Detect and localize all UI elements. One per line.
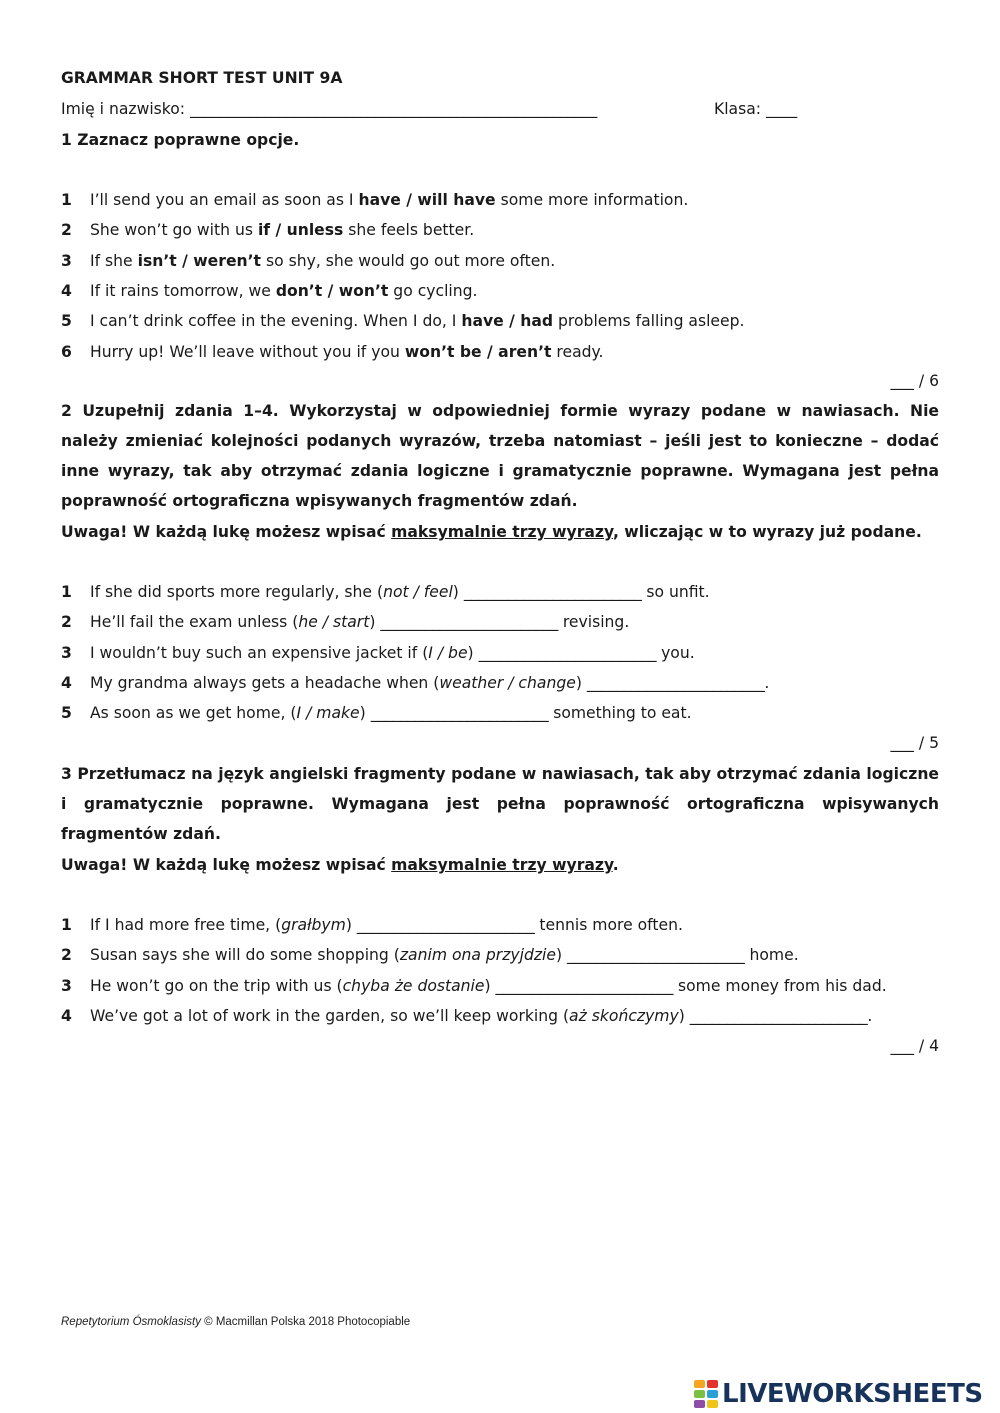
- item-number: 4: [61, 673, 72, 692]
- item-text: As soon as we get home, (: [90, 704, 297, 723]
- item-text: I’ll send you an email as soon as I: [90, 191, 359, 209]
- exercise-item: [90, 190, 688, 210]
- item-text: He won’t go on the trip with us (: [90, 976, 343, 995]
- exercise-item: [90, 643, 695, 663]
- item-hint: grałbym: [281, 916, 346, 934]
- item-text-end: you.: [656, 643, 695, 662]
- exercise-item: [90, 976, 887, 996]
- item-text-mid: ): [359, 704, 371, 723]
- item-text: If I had more free time, (: [90, 916, 282, 934]
- item-text: Hurry up! We’ll leave without you if you: [90, 342, 405, 361]
- item-number: 4: [61, 1006, 72, 1025]
- item-text: Susan says she will do some shopping (: [90, 946, 400, 965]
- logo-square: [694, 1390, 705, 1398]
- exercise-item: [90, 915, 683, 935]
- item-hint: I / be: [428, 643, 468, 662]
- item-text: I can’t drink coffee in the evening. When I do, I: [90, 312, 462, 331]
- item-text-end: so shy, she would go out more often.: [261, 251, 556, 270]
- item-number: 1: [61, 916, 72, 934]
- item-text: My grandma always gets a headache when (: [90, 673, 440, 692]
- section2-note: [61, 522, 922, 542]
- item-text-mid: ): [678, 1006, 690, 1025]
- exercise-item: [90, 342, 604, 362]
- item-text-end: something to eat.: [548, 704, 692, 723]
- item-options[interactable]: don’t / won’t: [275, 281, 389, 300]
- item-text-end: so unfit.: [641, 583, 710, 601]
- item-text-mid: ): [452, 583, 464, 601]
- answer-blank[interactable]: ________________________: [689, 1006, 868, 1025]
- exercise-item: [90, 1006, 872, 1026]
- exercise-item: [90, 945, 799, 965]
- section3-note: [61, 855, 619, 875]
- item-number: 5: [61, 704, 72, 723]
- item-text-mid: ): [484, 976, 496, 995]
- item-number: 3: [61, 251, 72, 270]
- item-hint: he / start: [298, 613, 370, 632]
- item-options[interactable]: have / had: [461, 312, 554, 331]
- item-number: 2: [61, 613, 72, 632]
- item-hint: weather / change: [439, 673, 576, 692]
- logo-square: [707, 1400, 718, 1408]
- class-line: ____: [766, 100, 798, 118]
- item-text: He’ll fail the exam unless (: [90, 613, 299, 632]
- item-text: If she: [90, 251, 138, 270]
- item-text: If it rains tomorrow, we: [90, 281, 276, 300]
- section2-heading: 2 Uzupełnij zdania 1–4. Wykorzystaj w odpowiedniej formie wyrazy podane w nawiasach. Nie należy zmieniać kolejności podanych wyrazów, trzeba natomiast – jeśli jest to konieczne – dodać inne wyrazy, tak aby otrzymać zdania logiczne i gramatycznie poprawne. Wymagana jest pełna poprawność ortograficzna wpisywanych fragmentów zdań.: [61, 402, 939, 510]
- answer-blank[interactable]: ________________________: [370, 704, 549, 723]
- exercise-item: [90, 582, 710, 602]
- section1-heading: 1 Zaznacz poprawne opcje.: [61, 131, 300, 149]
- item-number: 5: [61, 312, 72, 331]
- item-text-end: ready.: [551, 342, 604, 361]
- exercise-item: [90, 281, 477, 301]
- footer-copyright: [61, 1316, 410, 1328]
- item-hint: chyba że dostanie: [342, 976, 485, 995]
- worksheet-title: GRAMMAR SHORT TEST UNIT 9A: [61, 69, 343, 87]
- item-text: She won’t go with us: [90, 221, 258, 240]
- item-number: 4: [61, 281, 72, 300]
- item-number: 2: [61, 946, 72, 965]
- section2-note-underlined: maksymalnie trzy wyrazy: [391, 523, 613, 541]
- section2-score: ___ / 5: [890, 734, 939, 752]
- item-text-end: .: [764, 673, 770, 692]
- item-options[interactable]: if / unless: [257, 221, 344, 240]
- item-number: 1: [61, 583, 72, 601]
- exercise-item: [90, 673, 769, 693]
- section3-note-underlined: maksymalnie trzy wyrazy: [391, 856, 613, 874]
- item-text-end: problems falling asleep.: [553, 312, 745, 331]
- item-hint: aż skończymy: [569, 1006, 679, 1025]
- liveworksheets-logo-icon: [694, 1380, 718, 1408]
- item-text: I wouldn’t buy such an expensive jacket if (: [90, 643, 429, 662]
- section3-note-text: Uwaga! W każdą lukę możesz wpisać: [61, 856, 392, 874]
- exercise-item: [90, 703, 692, 723]
- item-text-end: some money from his dad.: [673, 976, 887, 995]
- item-text-end: tennis more often.: [534, 916, 683, 934]
- name-line: _______________________________________________________: [190, 100, 597, 118]
- item-hint: not / feel: [383, 583, 453, 601]
- item-text-end: .: [867, 1006, 873, 1025]
- item-text-mid: ): [369, 613, 381, 632]
- section3-heading: 3 Przetłumacz na język angielski fragmenty podane w nawiasach, tak aby otrzymać zdania logiczne i gramatycznie poprawne. Wymagana jest pełna poprawność ortograficzna wpisywanych fragmentów zdań.: [61, 765, 939, 843]
- name-row: [61, 99, 597, 119]
- item-number: 3: [61, 643, 72, 662]
- footer-publisher: © Macmillan Polska 2018 Photocopiable: [200, 1316, 411, 1328]
- section3-note-end: .: [612, 856, 619, 874]
- answer-blank[interactable]: ________________________: [567, 946, 745, 965]
- answer-blank[interactable]: ________________________: [463, 583, 642, 601]
- section2-note-end: , wliczając w to wyrazy już podane.: [612, 523, 922, 541]
- answer-blank[interactable]: ________________________: [586, 673, 765, 692]
- item-options[interactable]: won’t be / aren’t: [404, 342, 552, 361]
- logo-square: [694, 1380, 705, 1388]
- answer-blank[interactable]: ________________________: [380, 613, 558, 632]
- exercise-item: [90, 220, 474, 240]
- item-text-end: go cycling.: [388, 281, 478, 300]
- item-text-end: some more information.: [495, 191, 689, 209]
- item-options[interactable]: isn’t / weren’t: [137, 251, 261, 270]
- item-text: If she did sports more regularly, she (: [90, 583, 384, 601]
- item-text-mid: ): [345, 916, 357, 934]
- item-hint: zanim ona przyjdzie: [399, 946, 556, 965]
- item-text: We’ve got a lot of work in the garden, so we’ll keep working (: [90, 1006, 570, 1025]
- class-label: Klasa:: [714, 100, 762, 118]
- section3-score: ___ / 4: [890, 1037, 939, 1055]
- exercise-item: [90, 612, 629, 632]
- item-number: 6: [61, 342, 72, 361]
- item-text-end: she feels better.: [343, 221, 475, 240]
- exercise-item: [90, 251, 555, 271]
- item-text-mid: ): [467, 643, 479, 662]
- class-row: [714, 99, 797, 119]
- section2-note-text: Uwaga! W każdą lukę możesz wpisać: [61, 523, 392, 541]
- name-label: Imię i nazwisko:: [61, 100, 186, 118]
- logo-square: [707, 1390, 718, 1398]
- liveworksheets-logo[interactable]: [694, 1378, 983, 1410]
- answer-blank[interactable]: ________________________: [495, 976, 674, 995]
- item-number: 3: [61, 976, 72, 995]
- item-text-end: revising.: [557, 613, 630, 632]
- logo-square: [707, 1380, 718, 1388]
- exercise-item: [90, 311, 744, 331]
- section1-score: ___ / 6: [890, 372, 939, 390]
- logo-square: [694, 1400, 705, 1408]
- answer-blank[interactable]: ________________________: [356, 916, 535, 934]
- liveworksheets-wordmark: LIVEWORKSHEETS: [722, 1379, 983, 1409]
- item-number: 1: [61, 191, 72, 209]
- answer-blank[interactable]: ________________________: [478, 643, 657, 662]
- item-text-mid: ): [555, 946, 568, 965]
- item-text-end: home.: [744, 946, 799, 965]
- footer-book-title: Repetytorium Ósmoklasisty: [61, 1316, 201, 1328]
- item-number: 2: [61, 221, 72, 240]
- item-options[interactable]: have / will have: [358, 191, 496, 209]
- item-text-mid: ): [575, 673, 587, 692]
- item-hint: I / make: [296, 704, 360, 723]
